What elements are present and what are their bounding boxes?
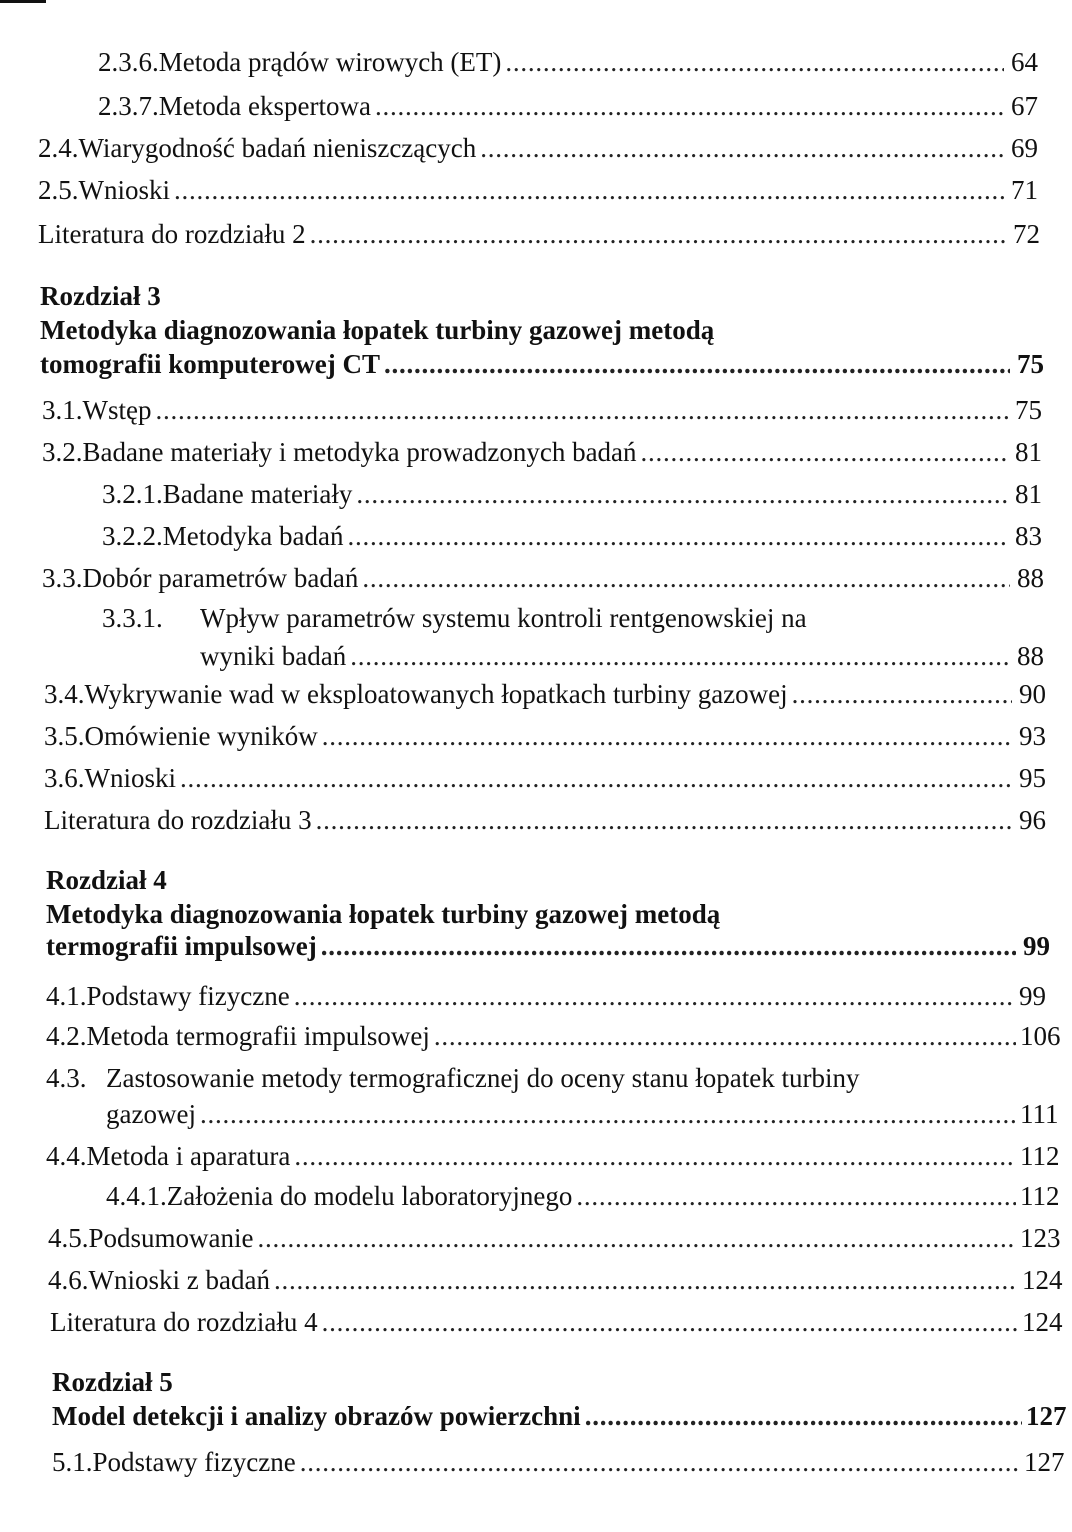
chapter-page: 99 [1023,931,1050,961]
entry-title: Podsumowanie [88,1223,254,1253]
entry-number: 3.3.1. [102,603,163,633]
dot-leader [200,1098,1016,1130]
toc-entry[interactable] [106,1180,1060,1212]
dot-leader [258,1222,1017,1254]
dot-leader [310,218,1006,250]
entry-page: 81 [1015,479,1042,509]
toc-entry[interactable] [38,132,1038,164]
entry-title: Wykrywanie wad w eksploatowanych łopatkach turbiny gazowej [84,679,788,709]
entry-number: 2.3.7. [98,91,159,121]
toc-entry[interactable] [50,1306,1063,1338]
toc-entry[interactable] [52,1446,1065,1478]
entry-page: 90 [1019,679,1046,709]
top-rule [0,0,46,3]
toc-entry[interactable] [46,980,1046,1012]
dot-leader [792,678,1012,710]
entry-page: 99 [1019,981,1046,1011]
entry-page: 111 [1020,1099,1059,1129]
dot-leader [585,1400,1022,1432]
entry-page: 88 [1017,641,1044,671]
dot-leader [362,562,1010,594]
entry-page: 124 [1022,1307,1063,1337]
entry-page: 93 [1019,721,1046,751]
dot-leader [375,90,1004,122]
dot-leader [322,1306,1018,1338]
dot-leader [294,1140,1016,1172]
dot-leader [384,348,1010,380]
entry-title: Metoda prądów wirowych (ET) [158,47,502,77]
entry-number: 4.5. [48,1223,89,1253]
entry-page: 96 [1019,805,1046,835]
toc-entry[interactable] [38,218,1040,250]
entry-title: Wnioski [84,763,176,793]
entry-title-cont: gazowej [106,1099,196,1129]
chapter-title-cont: tomografii komputerowej CT [40,349,380,379]
entry-title: Metoda i aparatura [86,1141,291,1171]
entry-title: Wiarygodność badań nieniszczących [78,133,477,163]
entry-number: 2.3.6. [98,47,159,77]
chapter-heading-entry[interactable] [46,930,1050,962]
entry-page: 81 [1015,437,1042,467]
entry-title: Metoda termografii impulsowej [86,1021,430,1051]
entry-page: 69 [1011,133,1038,163]
entry-page: 67 [1011,91,1038,121]
toc-entry[interactable] [42,394,1042,426]
toc-entry[interactable] [98,46,1038,78]
entry-number: 3.3. [42,563,83,593]
toc-entry[interactable] [48,1222,1061,1254]
dot-leader [434,1020,1016,1052]
entry-page: 112 [1020,1181,1060,1211]
toc-entry[interactable] [102,478,1042,510]
toc-entry[interactable] [102,520,1042,552]
dot-leader [480,132,1004,164]
entry-number: 3.2.1. [102,479,163,509]
entry-number: 5.1. [52,1447,93,1477]
toc-entry-continuation[interactable] [106,1098,1059,1130]
dot-leader [576,1180,1016,1212]
chapter-label: Rozdział 3 [40,281,161,311]
dot-leader [294,980,1012,1012]
chapter-heading-entry[interactable] [52,1400,1067,1432]
toc-entry[interactable] [42,562,1044,594]
entry-number: 4.4.1. [106,1181,167,1211]
chapter-page: 127 [1026,1401,1067,1431]
entry-title: Wpływ parametrów systemu kontroli rentgenowskiej na [200,603,807,633]
toc-entry[interactable] [44,762,1046,794]
toc-entry-continuation[interactable] [200,640,1044,672]
dot-leader [174,174,1004,206]
dot-leader [155,394,1008,426]
dot-leader [321,930,1016,962]
chapter-title-cont: termografii impulsowej [46,931,317,961]
dot-leader [322,720,1012,752]
dot-leader [180,762,1012,794]
toc-entry[interactable] [46,1020,1061,1052]
entry-number: 4.2. [46,1021,87,1051]
entry-number: 3.5. [44,721,85,751]
dot-leader [505,46,1004,78]
entry-page: 64 [1011,47,1038,77]
dot-leader [347,520,1008,552]
toc-entry[interactable] [44,678,1046,710]
entry-title: Podstawy fizyczne [92,1447,296,1477]
entry-number: 4.4. [46,1141,87,1171]
dot-leader [300,1446,1020,1478]
entry-number: 3.6. [44,763,85,793]
entry-number: 4.1. [46,981,87,1011]
entry-title: Wstęp [82,395,152,425]
entry-number: 3.2.2. [102,521,163,551]
chapter-label: Rozdział 5 [52,1367,173,1397]
dot-leader [274,1264,1018,1296]
chapter-heading-entry[interactable] [40,348,1044,380]
toc-entry[interactable] [38,174,1038,206]
entry-number: 2.5. [38,175,79,205]
entry-title: Zastosowanie metody termograficznej do oceny stanu łopatek turbiny [106,1063,860,1093]
entry-title: Metoda ekspertowa [158,91,371,121]
entry-title: Omówienie wyników [84,721,318,751]
entry-title: Badane materiały i metodyka prowadzonych badań [82,437,637,467]
entry-title: Literatura do rozdziału 2 [38,219,306,249]
toc-entry[interactable] [46,1062,1006,1094]
entry-number: 4.6. [48,1265,89,1295]
dot-leader [356,478,1008,510]
toc-entry[interactable] [98,90,1038,122]
entry-page: 124 [1022,1265,1063,1295]
entry-title: Literatura do rozdziału 3 [44,805,312,835]
entry-title: Założenia do modelu laboratoryjnego [166,1181,573,1211]
entry-title: Badane materiały [162,479,353,509]
chapter-title: Metodyka diagnozowania łopatek turbiny gazowej metodą [46,899,721,929]
chapter-title: Model detekcji i analizy obrazów powierzchni [52,1401,581,1431]
chapter-title: Metodyka diagnozowania łopatek turbiny gazowej metodą [40,315,715,345]
toc-entry[interactable] [102,602,1002,634]
toc-entry[interactable] [48,1264,1063,1296]
entry-title: Dobór parametrów badań [82,563,359,593]
chapter-label: Rozdział 4 [46,865,167,895]
chapter-page: 75 [1017,349,1044,379]
entry-title: Wnioski [78,175,170,205]
entry-title: Podstawy fizyczne [86,981,290,1011]
entry-page: 75 [1015,395,1042,425]
toc-entry[interactable] [42,436,1042,468]
entry-page: 72 [1013,219,1040,249]
entry-title: Metodyka badań [162,521,344,551]
entry-page: 112 [1020,1141,1060,1171]
entry-page: 95 [1019,763,1046,793]
toc-entry[interactable] [44,720,1046,752]
entry-page: 88 [1017,563,1044,593]
dot-leader [350,640,1010,672]
entry-number: 3.1. [42,395,83,425]
entry-page: 127 [1024,1447,1065,1477]
entry-number: 4.3. [46,1063,87,1093]
entry-page: 106 [1020,1021,1061,1051]
entry-page: 71 [1011,175,1038,205]
entry-title-cont: wyniki badań [200,641,347,671]
toc-entry[interactable] [46,1140,1060,1172]
entry-page: 123 [1020,1223,1061,1253]
entry-title: Wnioski z badań [88,1265,270,1295]
entry-number: 3.4. [44,679,85,709]
dot-leader [316,804,1012,836]
entry-title: Literatura do rozdziału 4 [50,1307,318,1337]
toc-entry[interactable] [44,804,1046,836]
entry-number: 2.4. [38,133,79,163]
entry-page: 83 [1015,521,1042,551]
dot-leader [641,436,1008,468]
entry-number: 3.2. [42,437,83,467]
